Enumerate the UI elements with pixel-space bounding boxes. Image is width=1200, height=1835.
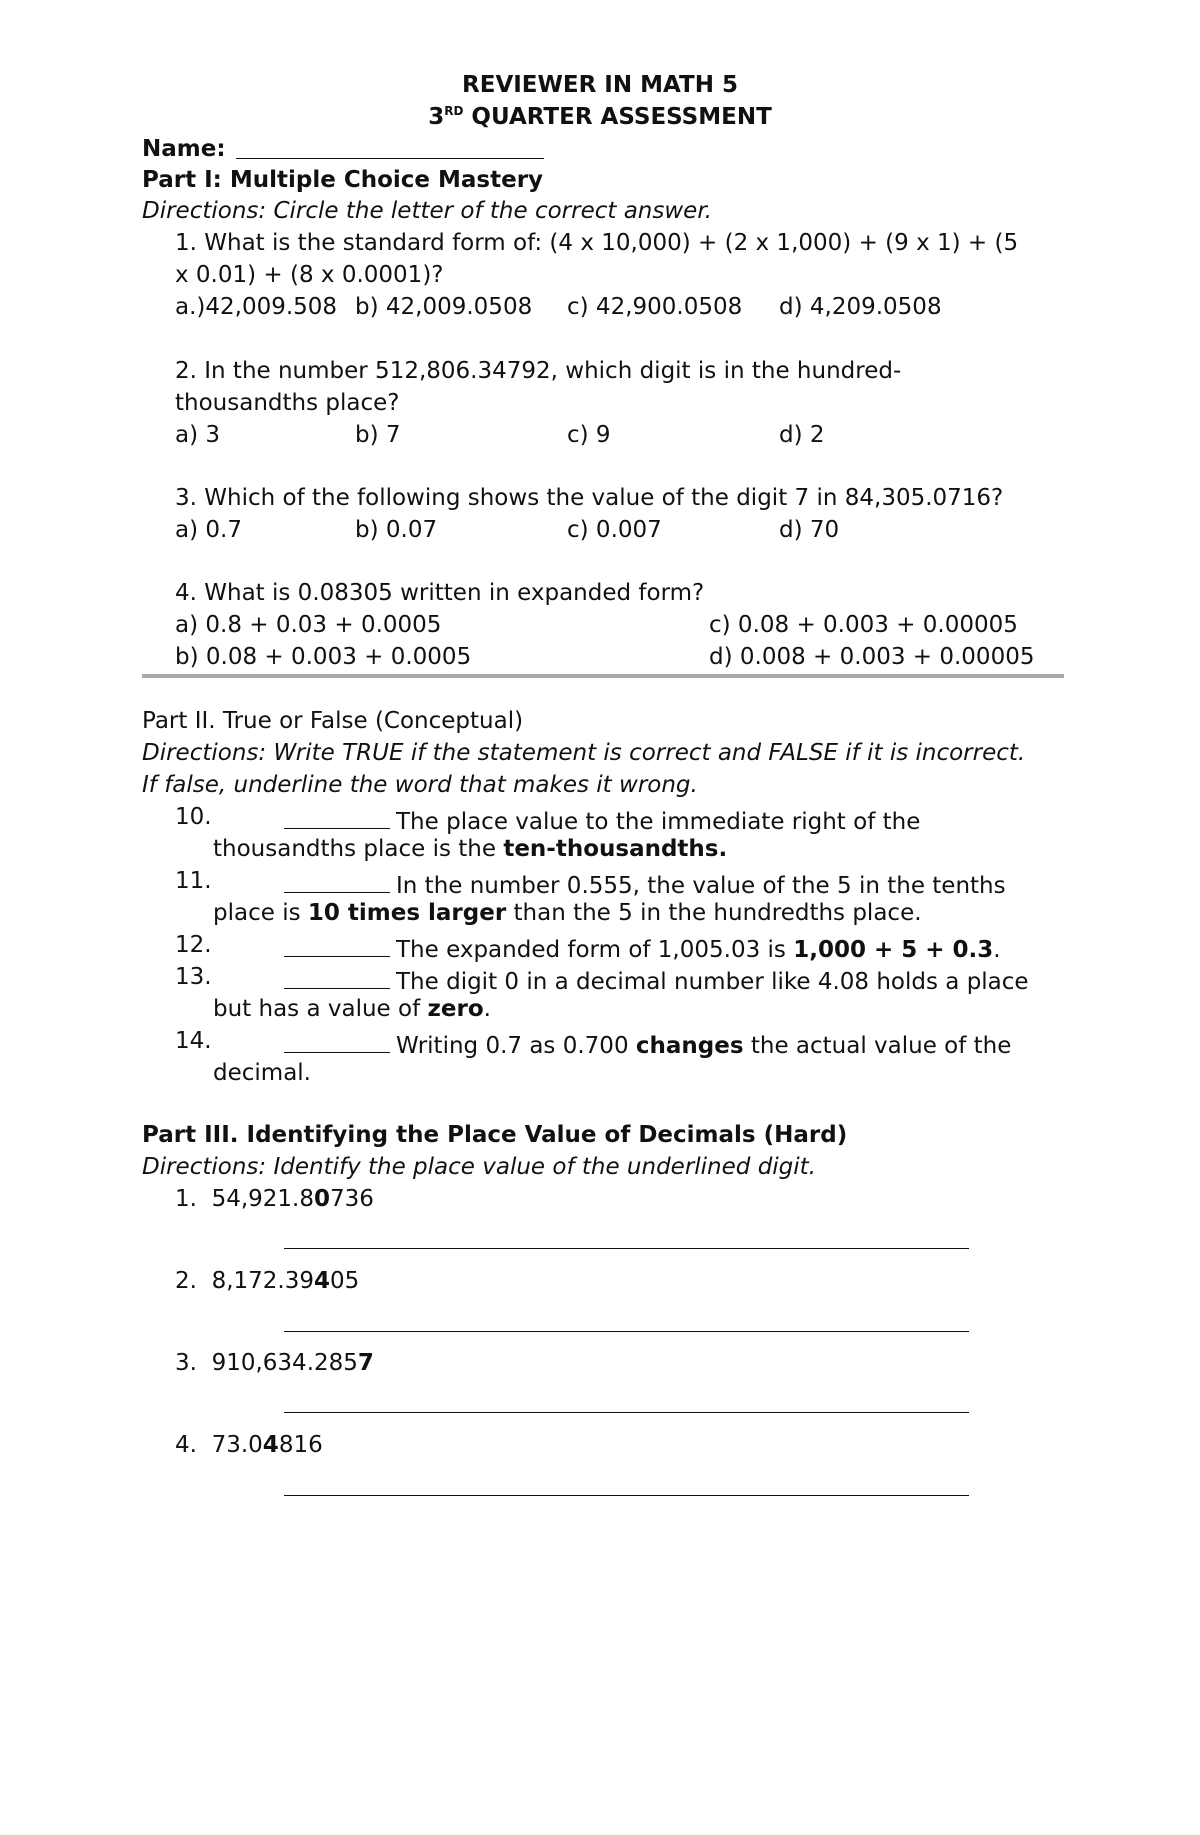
tf-item-10-number: 10. [175, 804, 212, 830]
tf-item-10-line2 [213, 838, 727, 861]
q3-option-d[interactable]: d) 70 [779, 517, 840, 543]
q3-option-c[interactable]: c) 0.007 [567, 517, 662, 543]
tf-item-14-bold: changes [635, 1033, 744, 1059]
tf-item-14-line1 [284, 1030, 1011, 1058]
pv-item-4-number: 4. [175, 1432, 197, 1458]
part2-directions-line2: If false, underline the word that makes it wrong. [142, 772, 698, 798]
answer-blank[interactable] [284, 934, 390, 957]
tf-item-14-line2: decimal. [213, 1060, 311, 1086]
tf-item-11-bold: 10 times larger [307, 900, 507, 926]
q2-option-b[interactable]: b) 7 [355, 422, 401, 448]
q3-option-b[interactable]: b) 0.07 [355, 517, 438, 543]
tf-item-13-line1 [284, 966, 1029, 994]
pv-answer-line-2[interactable] [284, 1331, 969, 1332]
q4-line1: 4. What is 0.08305 written in expanded form? [175, 580, 705, 606]
document-subtitle [0, 106, 1200, 129]
tf-item-10-line1 [284, 806, 920, 834]
pv-item-2-post: 05 [330, 1268, 360, 1294]
q1-line1: 1. What is the standard form of: (4 x 10,000) + (2 x 1,000) + (9 x 1) + (5 [175, 230, 1019, 256]
pv-item-4-digit: 4 [262, 1432, 279, 1458]
pv-item-1-post: 736 [330, 1186, 374, 1212]
pv-item-3-number: 3. [175, 1350, 197, 1376]
quarter-superscript: RD [444, 104, 464, 118]
tf-item-11-line1 [284, 870, 1006, 898]
q3-option-a[interactable]: a) 0.7 [175, 517, 242, 543]
quarter-number: 3 [428, 104, 445, 130]
pv-answer-line-3[interactable] [284, 1412, 969, 1413]
tf-item-13-text: The digit 0 in a decimal number like 4.08 holds a place [396, 969, 1029, 995]
pv-item-3-pre: 910,634.285 [211, 1350, 358, 1376]
tf-item-10-text: The place value to the immediate right of the [396, 809, 921, 835]
tf-item-11-text2: place is [213, 900, 308, 926]
tf-item-14-number: 14. [175, 1028, 212, 1054]
part1-directions: Directions: Circle the letter of the correct answer. [142, 198, 712, 224]
pv-item-1-digit: 0 [314, 1186, 331, 1212]
section-divider [142, 674, 1064, 678]
q1-option-c[interactable]: c) 42,900.0508 [567, 294, 743, 320]
pv-item-1-number: 1. [175, 1186, 197, 1212]
pv-item-4 [175, 1434, 323, 1457]
pv-item-3 [175, 1352, 374, 1375]
q4-option-c[interactable]: c) 0.08 + 0.003 + 0.00005 [709, 612, 1018, 638]
tf-item-13-line2 [213, 998, 491, 1021]
tf-item-11-number: 11. [175, 868, 212, 894]
q4-option-b[interactable]: b) 0.08 + 0.003 + 0.0005 [175, 644, 472, 670]
pv-item-3-digit: 7 [357, 1350, 374, 1376]
tf-item-10-text2: thousandths place is the [213, 836, 504, 862]
pv-answer-line-1[interactable] [284, 1248, 969, 1249]
tf-item-10-bold: ten-thousandths. [503, 836, 728, 862]
pv-item-4-pre: 73.0 [211, 1432, 263, 1458]
q2-option-c[interactable]: c) 9 [567, 422, 611, 448]
q2-option-d[interactable]: d) 2 [779, 422, 825, 448]
pv-item-2-digit: 4 [314, 1268, 331, 1294]
q1-option-b[interactable]: b) 42,009.0508 [355, 294, 533, 320]
pv-item-1-pre: 54,921.8 [211, 1186, 314, 1212]
q1-line2: x 0.01) + (8 x 0.0001)? [175, 262, 444, 288]
quarter-rest: QUARTER ASSESSMENT [463, 104, 772, 130]
q1-option-a[interactable]: a.)42,009.508 [175, 294, 338, 320]
q3-line1: 3. Which of the following shows the value of the digit 7 in 84,305.0716? [175, 485, 1004, 511]
q4-option-d[interactable]: d) 0.008 + 0.003 + 0.00005 [709, 644, 1035, 670]
tf-item-12-text2: . [993, 937, 1001, 963]
part2-directions-line1: Directions: Write TRUE if the statement is correct and FALSE if it is incorrect. [142, 740, 1026, 766]
part2-title: Part II. True or False (Conceptual) [142, 708, 524, 734]
part3-directions: Directions: Identify the place value of the underlined digit. [142, 1154, 816, 1180]
tf-item-12-number: 12. [175, 932, 212, 958]
pv-answer-line-4[interactable] [284, 1495, 969, 1496]
tf-item-11-text: In the number 0.555, the value of the 5 in the tenths [396, 873, 1006, 899]
tf-item-11-line2 [213, 902, 922, 925]
tf-item-13-text2: but has a value of [213, 996, 428, 1022]
tf-item-13-text3: . [483, 996, 491, 1022]
name-field-line[interactable] [236, 158, 544, 159]
tf-item-11-text3: than the 5 in the hundredths place. [506, 900, 922, 926]
tf-item-14-text2: the actual value of the [743, 1033, 1012, 1059]
answer-blank[interactable] [284, 806, 390, 829]
q2-line1: 2. In the number 512,806.34792, which digit is in the hundred- [175, 358, 902, 384]
answer-blank[interactable] [284, 870, 390, 893]
tf-item-12-line1 [284, 934, 1001, 962]
q1-option-d[interactable]: d) 4,209.0508 [779, 294, 942, 320]
answer-blank[interactable] [284, 1030, 390, 1053]
tf-item-13-bold: zero [427, 996, 484, 1022]
pv-item-2-pre: 8,172.39 [211, 1268, 314, 1294]
q2-option-a[interactable]: a) 3 [175, 422, 221, 448]
part1-title: Part I: Multiple Choice Mastery [142, 167, 544, 193]
pv-item-2 [175, 1270, 359, 1293]
document-title: REVIEWER IN MATH 5 [462, 72, 738, 98]
q4-option-a[interactable]: a) 0.8 + 0.03 + 0.0005 [175, 612, 442, 638]
tf-item-14-text: Writing 0.7 as 0.700 [396, 1033, 636, 1059]
part3-title: Part III. Identifying the Place Value of Decimals (Hard) [142, 1122, 848, 1148]
pv-item-2-number: 2. [175, 1268, 197, 1294]
tf-item-12-text: The expanded form of 1,005.03 is [396, 937, 794, 963]
name-label: Name: [142, 136, 226, 162]
pv-item-4-post: 816 [278, 1432, 323, 1458]
tf-item-13-number: 13. [175, 964, 212, 990]
pv-item-1 [175, 1188, 374, 1211]
tf-item-12-bold: 1,000 + 5 + 0.3 [793, 937, 994, 963]
q2-line2: thousandths place? [175, 390, 400, 416]
answer-blank[interactable] [284, 966, 390, 989]
